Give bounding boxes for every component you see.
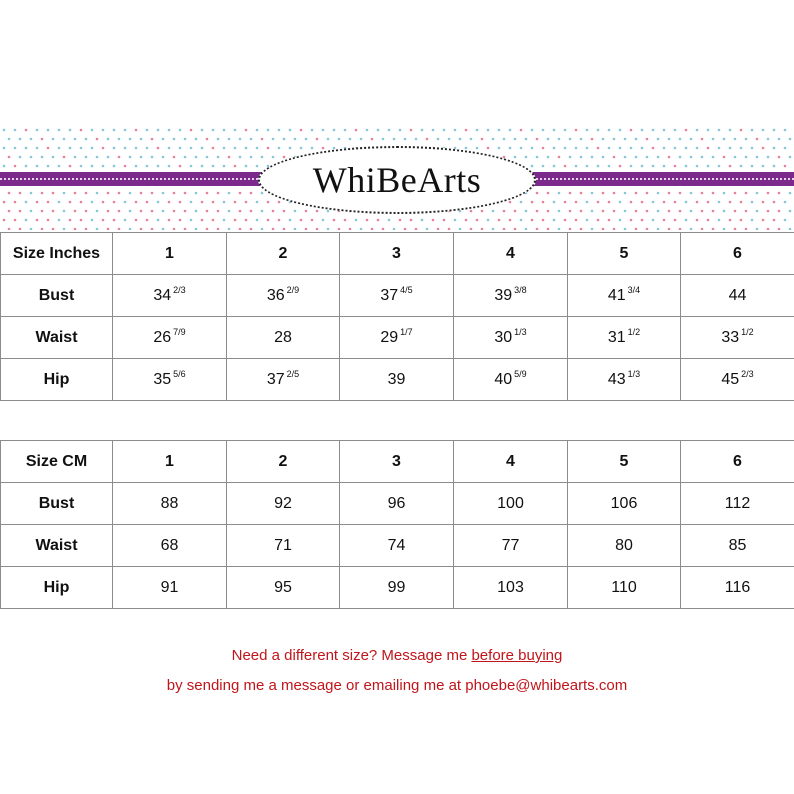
- cm-bust-size-3: 96: [340, 483, 454, 525]
- cm-bust-size-2: 92: [227, 483, 340, 525]
- inches-hip-size-2: [227, 359, 340, 401]
- cm-row-label: Bust: [1, 483, 113, 525]
- inches-hip-size-5: [568, 359, 681, 401]
- whole-value: 40: [494, 370, 513, 388]
- inches-row-bust: [1, 275, 794, 317]
- cm-size-4: 4: [454, 441, 568, 483]
- cm-size-3: 3: [340, 441, 454, 483]
- brand-oval: [258, 146, 536, 214]
- whole-value: 31: [607, 328, 626, 346]
- note-line-2: by sending me a message or emailing me at phoebe@whibearts.com: [166, 677, 628, 694]
- fraction-value: 1/7: [400, 326, 413, 337]
- cm-waist-size-3: 74: [340, 525, 454, 567]
- fraction-value: 1/3: [514, 326, 527, 337]
- inches-bust-size-4: [454, 275, 568, 317]
- whole-value: 28: [274, 328, 292, 346]
- cm-hip-size-1: 91: [113, 567, 227, 609]
- cm-waist-size-2: 71: [227, 525, 340, 567]
- inches-bust-size-5: [568, 275, 681, 317]
- cm-waist-size-6: 85: [681, 525, 794, 567]
- note-line-1-text: Need a different size? Message me: [231, 647, 472, 664]
- cm-row-label: Hip: [1, 567, 113, 609]
- fraction-value: 7/9: [173, 326, 186, 337]
- cm-waist-size-4: 77: [454, 525, 568, 567]
- inches-size-2: 2: [227, 233, 340, 275]
- cm-bust-size-4: 100: [454, 483, 568, 525]
- whole-value: 34: [153, 286, 172, 304]
- whole-value: 35: [153, 370, 172, 388]
- cm-hip-size-5: 110: [568, 567, 681, 609]
- inches-waist-size-6: [681, 317, 794, 359]
- fraction-value: 4/5: [400, 284, 413, 295]
- fraction-value: 3/4: [627, 284, 641, 295]
- whole-value: 26: [153, 328, 172, 346]
- inches-bust-size-3: [340, 275, 454, 317]
- inches-row-label: Hip: [1, 359, 113, 401]
- inches-hip-size-4: [454, 359, 568, 401]
- cm-bust-size-1: 88: [113, 483, 227, 525]
- inches-waist-size-1: [113, 317, 227, 359]
- fraction-value: 1/3: [627, 368, 641, 379]
- cm-size-6: 6: [681, 441, 794, 483]
- inches-row-label: Bust: [1, 275, 113, 317]
- inches-header-label: Size Inches: [1, 233, 113, 275]
- size-inches-table: [0, 232, 794, 401]
- cm-hip-size-2: 95: [227, 567, 340, 609]
- cm-hip-size-4: 103: [454, 567, 568, 609]
- fraction-value: 2/9: [286, 284, 300, 295]
- cm-bust-size-5: 106: [568, 483, 681, 525]
- inches-row-hip: [1, 359, 794, 401]
- inches-size-3: 3: [340, 233, 454, 275]
- inches-waist-size-4: [454, 317, 568, 359]
- cm-row-bust: [1, 483, 794, 525]
- cm-hip-size-3: 99: [340, 567, 454, 609]
- cm-hip-size-6: 116: [681, 567, 794, 609]
- inches-hip-size-1: [113, 359, 227, 401]
- inches-header-row: [1, 233, 794, 275]
- cm-size-5: 5: [568, 441, 681, 483]
- note-line-1: [0, 647, 794, 664]
- inches-waist-size-5: [568, 317, 681, 359]
- inches-waist-size-2: [227, 317, 340, 359]
- whole-value: 39: [494, 286, 513, 304]
- cm-row-waist: [1, 525, 794, 567]
- inches-row-label: Waist: [1, 317, 113, 359]
- inches-waist-size-3: [340, 317, 454, 359]
- whole-value: 43: [607, 370, 626, 388]
- cm-header-row: [1, 441, 794, 483]
- fraction-value: 1/2: [741, 326, 754, 337]
- whole-value: 39: [387, 370, 406, 388]
- inches-size-6: 6: [681, 233, 794, 275]
- brand-title: WhiBeArts: [312, 160, 482, 200]
- fraction-value: 2/5: [286, 368, 300, 379]
- inches-size-4: 4: [454, 233, 568, 275]
- fraction-value: 1/2: [627, 326, 641, 337]
- before-buying-link: before buying: [471, 647, 563, 664]
- cm-size-2: 2: [227, 441, 340, 483]
- cm-header-label: Size CM: [1, 441, 113, 483]
- cm-row-hip: [1, 567, 794, 609]
- inches-bust-size-2: [227, 275, 340, 317]
- inches-bust-size-6: [681, 275, 794, 317]
- cm-waist-size-5: 80: [568, 525, 681, 567]
- whole-value: 37: [380, 286, 399, 304]
- whole-value: 45: [721, 370, 740, 388]
- whole-value: 41: [607, 286, 626, 304]
- cm-size-1: 1: [113, 441, 227, 483]
- inches-hip-size-6: [681, 359, 794, 401]
- fraction-value: 5/9: [514, 368, 527, 379]
- whole-value: 36: [266, 286, 285, 304]
- inches-bust-size-1: [113, 275, 227, 317]
- cm-waist-size-1: 68: [113, 525, 227, 567]
- inches-row-waist: [1, 317, 794, 359]
- size-cm-table: [0, 440, 794, 609]
- fraction-value: 5/6: [173, 368, 186, 379]
- inches-size-5: 5: [568, 233, 681, 275]
- fraction-value: 2/3: [173, 284, 186, 295]
- fraction-value: 2/3: [741, 368, 754, 379]
- inches-size-1: 1: [113, 233, 227, 275]
- whole-value: 30: [494, 328, 513, 346]
- cm-row-label: Waist: [1, 525, 113, 567]
- whole-value: 29: [380, 328, 399, 346]
- whole-value: 37: [266, 370, 285, 388]
- fraction-value: 3/8: [514, 284, 527, 295]
- cm-bust-size-6: 112: [681, 483, 794, 525]
- whole-value: 33: [721, 328, 740, 346]
- inches-hip-size-3: [340, 359, 454, 401]
- whole-value: 44: [728, 286, 747, 304]
